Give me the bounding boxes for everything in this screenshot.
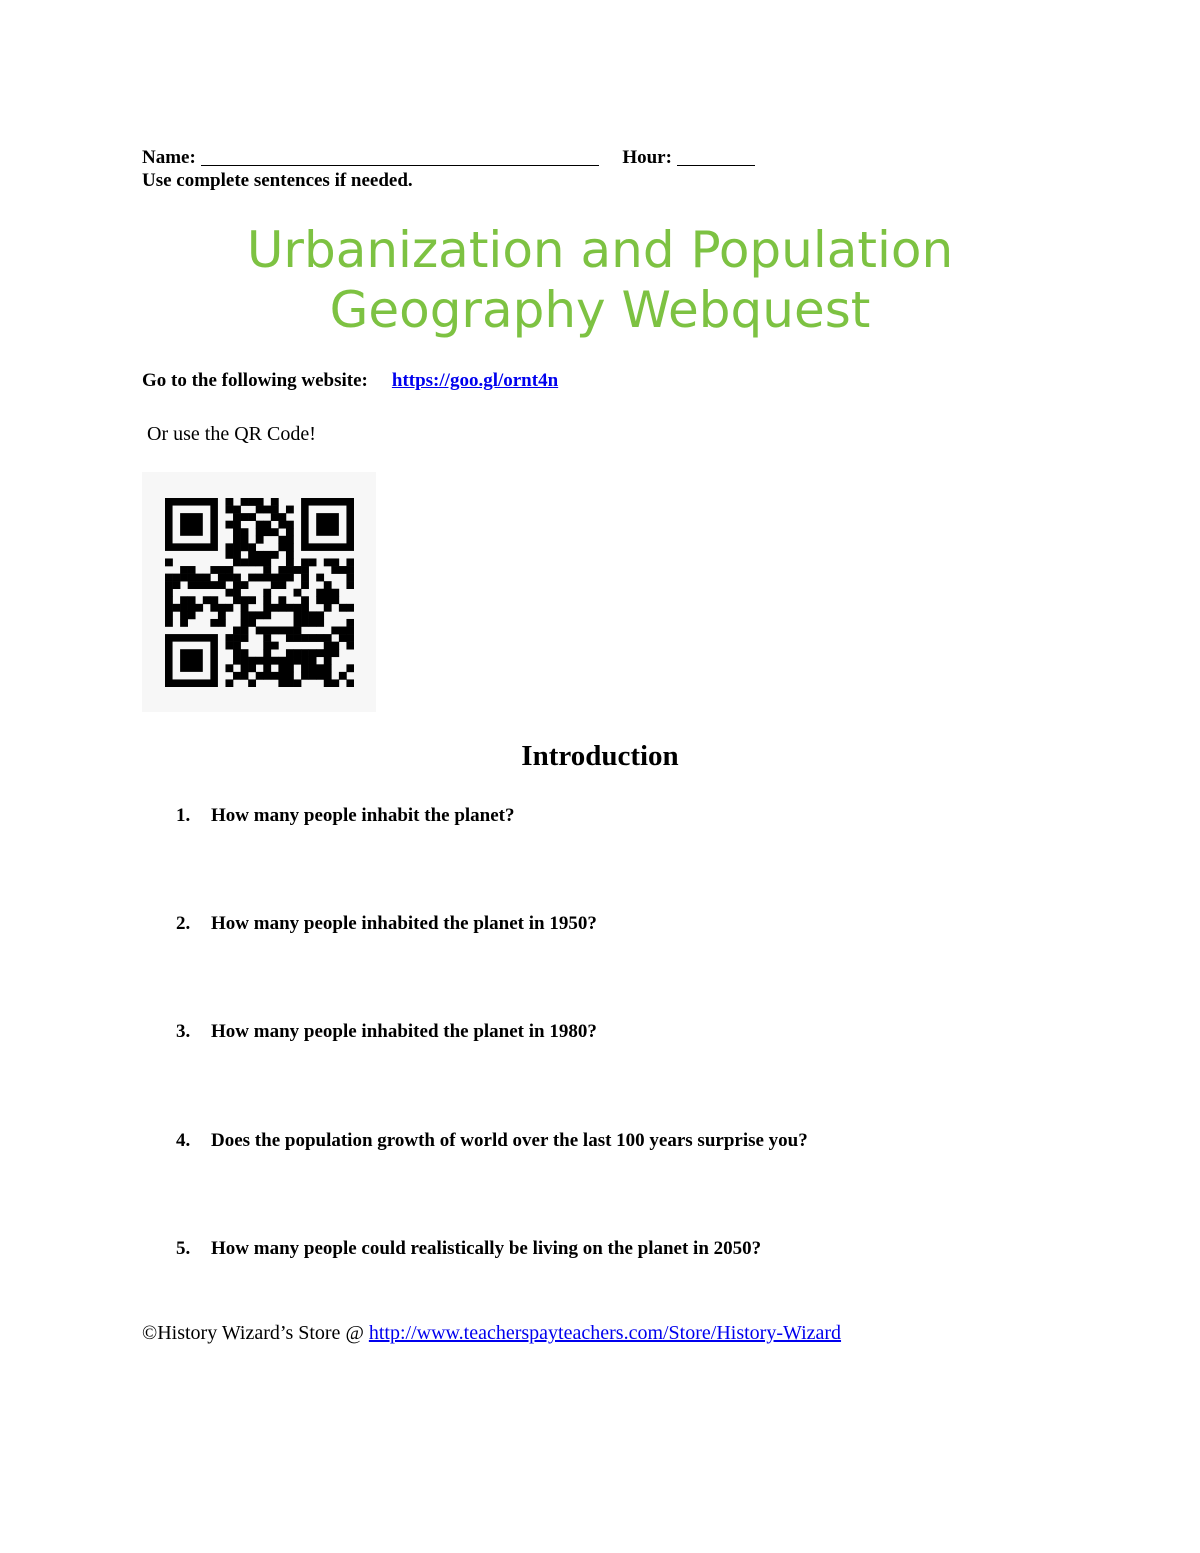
qr-caption: Or use the QR Code! [147,423,316,445]
hour-blank[interactable] [677,146,755,166]
name-label: Name: [142,147,196,168]
website-prompt: Go to the following website: [142,370,368,391]
question-text: How many people inhabited the planet in 1980? [211,1021,597,1042]
name-hour-line [142,143,755,169]
question-text: How many people could realistically be living on the planet in 2050? [211,1238,762,1259]
footer [142,1322,841,1345]
website-row [142,370,558,392]
question-number: 4. [176,1130,191,1151]
website-link[interactable]: https://goo.gl/ornt4n [391,370,559,391]
question-text: Does the population growth of world over the last 100 years surprise you? [211,1130,808,1151]
question-number: 5. [176,1238,191,1259]
footer-link[interactable]: http://www.teacherspayteachers.com/Store/History-Wizard [368,1322,842,1344]
question-text: How many people inhabited the planet in 1950? [211,913,597,934]
question-number: 1. [176,805,191,826]
hour-label: Hour: [622,147,672,168]
question-number: 2. [176,913,191,934]
question-item [176,1130,808,1152]
title-line-1: Urbanization and Population [246,221,954,279]
instructions-text: Use complete sentences if needed. [142,170,413,191]
question-number: 3. [176,1021,191,1042]
question-text: How many people inhabit the planet? [211,805,515,826]
qr-code-image [142,472,376,712]
section-heading: Introduction [521,740,679,772]
name-blank[interactable] [201,146,599,166]
title-line-2: Geography Webquest [329,281,871,339]
question-item [176,1021,597,1043]
question-item [176,1238,761,1260]
qr-code-icon [165,498,354,687]
question-item [176,913,597,935]
footer-copyright: ©History Wizard’s Store @ [142,1322,369,1344]
worksheet-title [0,220,1200,340]
question-item [176,805,515,827]
